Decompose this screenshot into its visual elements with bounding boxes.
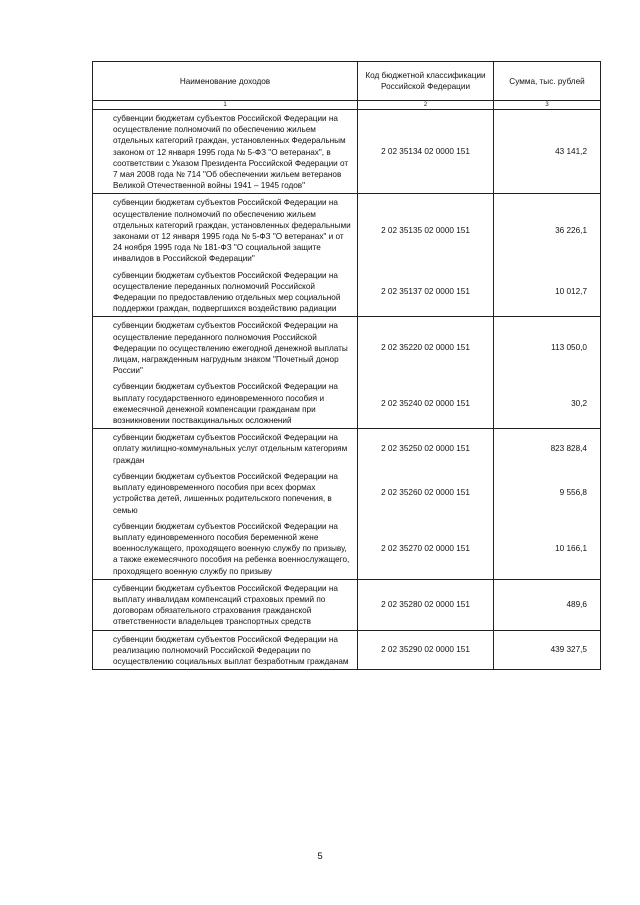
budget-code: 2 02 35220 02 0000 151: [358, 317, 494, 379]
amount: 36 226,1: [494, 194, 601, 267]
column-numbers-row: [93, 101, 601, 110]
budget-code: 2 02 35134 02 0000 151: [358, 110, 494, 194]
revenue-name: субвенции бюджетам субъектов Российской Федерации на выплату инвалидам компенсаций страховых премий по договорам обязательного страхования гражданской ответственности владельцев транспортных средств: [93, 579, 358, 630]
table-row: [93, 110, 601, 194]
table-row: [93, 429, 601, 468]
table-row: [93, 518, 601, 580]
revenue-name: субвенции бюджетам субъектов Российской Федерации на выплату единовременного пособия беременной жене военнослужащего, проходящего военную службу по призыву, а также ежемесячного пособия на ребенка военнослужащего, проходящего военную службу по призыву: [93, 518, 358, 580]
revenue-table: [92, 61, 601, 670]
amount: 823 828,4: [494, 429, 601, 468]
budget-code: 2 02 35280 02 0000 151: [358, 579, 494, 630]
header-name: Наименование доходов: [93, 62, 358, 101]
table-row: [93, 317, 601, 379]
column-number: 3: [494, 101, 601, 110]
budget-code: 2 02 35250 02 0000 151: [358, 429, 494, 468]
budget-code: 2 02 35270 02 0000 151: [358, 518, 494, 580]
budget-code: 2 02 35290 02 0000 151: [358, 630, 494, 670]
revenue-name: субвенции бюджетам субъектов Российской Федерации на оплату жилищно-коммунальных услуг отдельным категориям граждан: [93, 429, 358, 468]
table-row: [93, 468, 601, 518]
amount: 489,6: [494, 579, 601, 630]
budget-code: 2 02 35260 02 0000 151: [358, 468, 494, 518]
table-row: [93, 267, 601, 317]
budget-code: 2 02 35137 02 0000 151: [358, 267, 494, 317]
amount: 10 012,7: [494, 267, 601, 317]
revenue-name: субвенции бюджетам субъектов Российской Федерации на выплату государственного единовременного пособия и ежемесячной денежной компенсации гражданам при возникновении поствакцинальных осложнений: [93, 378, 358, 428]
amount: 30,2: [494, 378, 601, 428]
amount: 439 327,5: [494, 630, 601, 670]
table-row: [93, 579, 601, 630]
table-row: [93, 194, 601, 267]
header-code: Код бюджетной классификации Российской Федерации: [358, 62, 494, 101]
amount: 113 050,0: [494, 317, 601, 379]
revenue-name: субвенции бюджетам субъектов Российской Федерации на реализацию полномочий Российской Федерации по осуществлению социальных выплат безработным гражданам: [93, 630, 358, 670]
header-amount: Сумма, тыс. рублей: [494, 62, 601, 101]
amount: 9 556,8: [494, 468, 601, 518]
budget-code: 2 02 35135 02 0000 151: [358, 194, 494, 267]
budget-code: 2 02 35240 02 0000 151: [358, 378, 494, 428]
amount: 43 141,2: [494, 110, 601, 194]
column-number: 1: [93, 101, 358, 110]
column-number: 2: [358, 101, 494, 110]
page-number: 5: [317, 851, 323, 862]
revenue-name: субвенции бюджетам субъектов Российской Федерации на осуществление полномочий по обеспечению жильем отдельных категорий граждан, установленных Федеральным законом от 12 января 1995 года № 5-ФЗ "О ветеранах", в соответствии с Указом Президента Российской Федерации от 7 мая 2008 года № 714 "Об обеспечении жильем ветеранов Великой Отечественной войны 1941 – 1945 годов": [93, 110, 358, 194]
table-header-row: [93, 62, 601, 101]
revenue-name: субвенции бюджетам субъектов Российской Федерации на выплату единовременного пособия при всех формах устройства детей, лишенных родительского попечения, в семью: [93, 468, 358, 518]
revenue-name: субвенции бюджетам субъектов Российской Федерации на осуществление переданных полномочий Российской Федерации по предоставлению отдельных мер социальной поддержки граждан, подвергшихся воздействию радиации: [93, 267, 358, 317]
table-row: [93, 630, 601, 670]
revenue-name: субвенции бюджетам субъектов Российской Федерации на осуществление полномочий по обеспечению жильем отдельных категорий граждан, установленных федеральными законами от 12 января 1995 года № 5-ФЗ "О ветеранах" и от 24 ноября 1995 года № 181-ФЗ "О социальной защите инвалидов в Российской Федерации": [93, 194, 358, 267]
amount: 10 166,1: [494, 518, 601, 580]
revenue-name: субвенции бюджетам субъектов Российской Федерации на осуществление переданного полномочия Российской Федерации по осуществлению ежегодной денежной выплаты лицам, награжденным нагрудным знаком "Почетный донор России": [93, 317, 358, 379]
table-row: [93, 378, 601, 428]
